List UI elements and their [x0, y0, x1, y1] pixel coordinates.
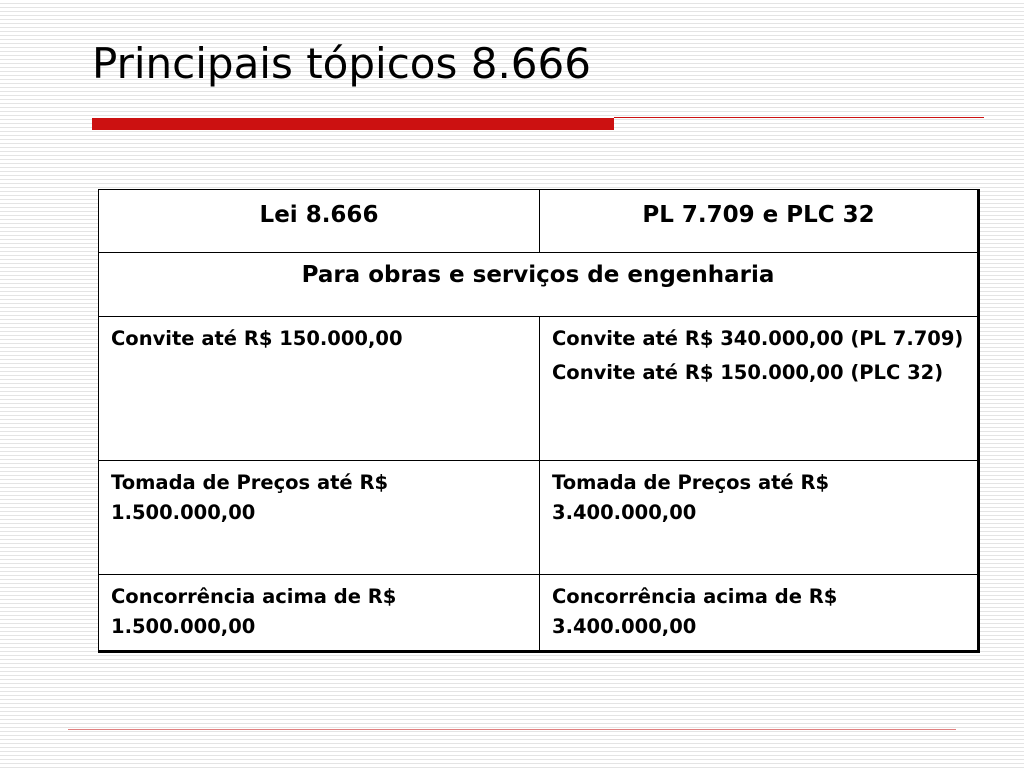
cell-concorrencia-lei — [99, 575, 540, 652]
table-subheader-row — [99, 253, 979, 317]
comparison-table — [98, 189, 980, 653]
comparison-table-container — [98, 189, 978, 653]
cell-text: Concorrência acima de R$ 1.500.000,00 — [111, 585, 397, 638]
table-row — [99, 575, 979, 652]
cell-convite-lei — [99, 317, 540, 461]
slide-title: Principais tópicos 8.666 — [92, 39, 591, 88]
header-cell-pl: PL 7.709 e PLC 32 — [540, 190, 979, 253]
title-underline-thin — [614, 117, 984, 118]
cell-tomada-pl — [540, 461, 979, 575]
cell-convite-pl — [540, 317, 979, 461]
table-header-row — [99, 190, 979, 253]
cell-text-pl-7709: Convite até R$ 340.000,00 (PL 7.709) — [552, 327, 964, 350]
table-row — [99, 317, 979, 461]
footer-divider — [68, 729, 956, 730]
cell-concorrencia-pl — [540, 575, 979, 652]
cell-tomada-lei — [99, 461, 540, 575]
header-cell-lei: Lei 8.666 — [99, 190, 540, 253]
cell-text: Convite até R$ 150.000,00 — [111, 327, 403, 350]
cell-text: Concorrência acima de R$ 3.400.000,00 — [552, 585, 838, 638]
cell-text: Tomada de Preços até R$ 1.500.000,00 — [111, 471, 389, 524]
cell-text: Tomada de Preços até R$ 3.400.000,00 — [552, 471, 830, 524]
title-underline-thick — [92, 118, 614, 130]
table-row — [99, 461, 979, 575]
subheader-cell: Para obras e serviços de engenharia — [99, 253, 979, 317]
cell-text-plc-32: Convite até R$ 150.000,00 (PLC 32) — [552, 361, 944, 384]
